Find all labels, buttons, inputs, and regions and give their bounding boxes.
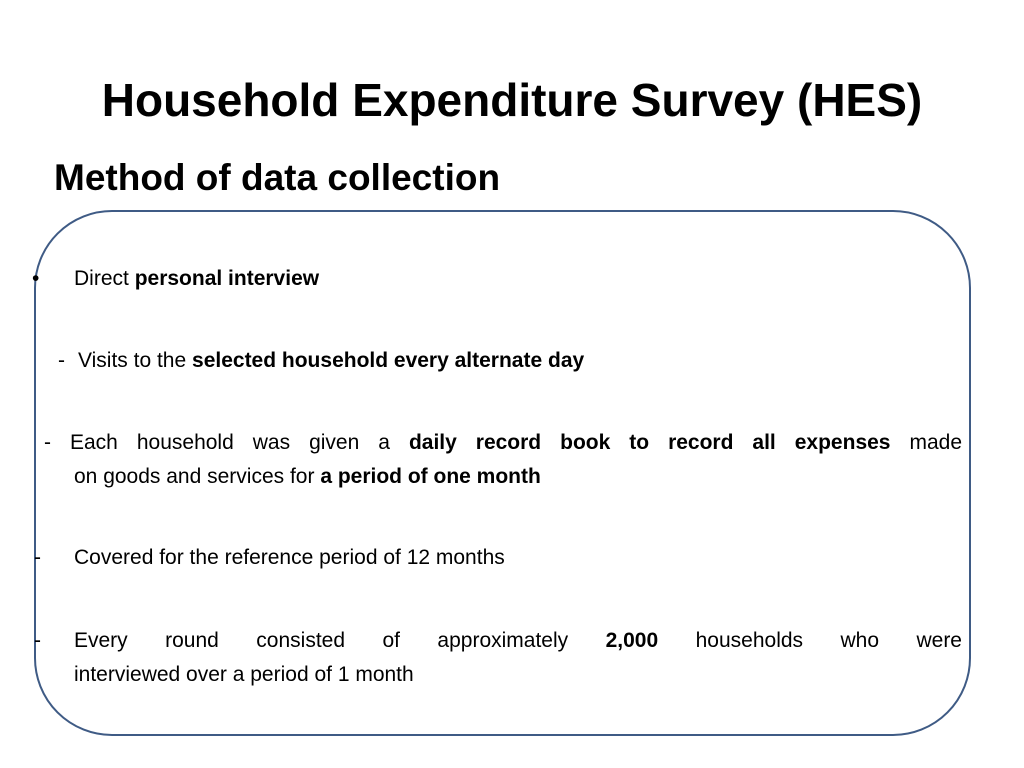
bullet-text: on goods and services for: [74, 465, 321, 488]
bullet-text: interviewed over a period of 1 month: [74, 663, 414, 686]
bullet-bold-text: daily record book to record all expenses: [408, 431, 891, 454]
bullet-bold-text: selected household every alternate day: [192, 349, 585, 372]
bullet-direct-interview: [74, 262, 319, 296]
bullet-households-line1: [74, 624, 962, 658]
bullet-marker: •: [32, 267, 40, 290]
dash-marker: -: [44, 431, 51, 454]
bullet-text: Visits to the: [78, 349, 193, 372]
bullet-bold-text: personal interview: [134, 267, 320, 290]
bullet-text: made: [890, 431, 962, 454]
bullet-households-line2: [74, 658, 414, 692]
bullet-text: households who were: [658, 629, 962, 652]
bullet-text: Each household was given a: [70, 431, 409, 454]
bullet-bold-text: 2,000: [605, 629, 659, 652]
bullet-record-book-line1: [70, 426, 962, 460]
slide-subtitle: Method of data collection: [54, 157, 501, 198]
dash-marker: -: [34, 629, 41, 652]
bullet-reference-period: [74, 541, 505, 575]
dash-marker: -: [58, 349, 65, 372]
bullet-visits: [78, 344, 584, 378]
bullet-record-book-line2: [74, 460, 541, 494]
dash-marker: -: [34, 546, 41, 569]
bullet-text: Every round consisted of approximately: [74, 629, 606, 652]
bullet-text: Direct: [74, 267, 135, 290]
bullet-text: Covered for the reference period of 12 months: [74, 546, 505, 569]
slide-title: Household Expenditure Survey (HES): [101, 74, 923, 126]
bullet-bold-text: a period of one month: [320, 465, 541, 488]
